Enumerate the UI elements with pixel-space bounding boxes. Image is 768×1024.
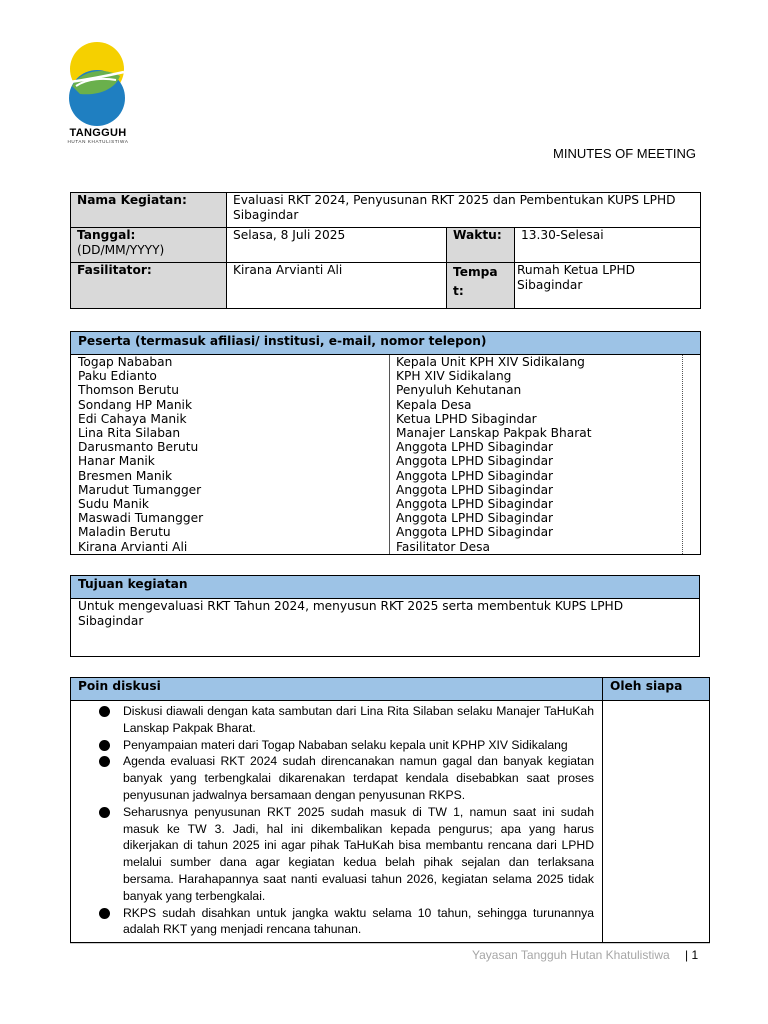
discussion-point [99, 804, 594, 905]
participant-role: KPH XIV Sidikalang [396, 369, 512, 384]
tanggal-format: (DD/MM/YYYY) [77, 243, 165, 257]
participant-role: Fasilitator Desa [396, 539, 490, 554]
tanggal-value: Selasa, 8 Juli 2025 [227, 228, 447, 263]
participant-roles [390, 355, 683, 555]
discussion-point-text: RKPS sudah disahkan untuk jangka waktu selama 10 tahun, sehingga turunannya adalah RKT yang menjadi rencana tahunan. [123, 905, 594, 937]
who-header: Oleh siapa [603, 678, 710, 701]
discussion-points [71, 701, 603, 943]
bullet-icon [99, 807, 110, 818]
participant-name: Togap Nababan [78, 355, 173, 369]
bullet-icon [99, 740, 110, 751]
participant-names [71, 355, 390, 555]
discussion-point-text: Seharusnya penyusunan RKT 2025 sudah masuk di TW 1, namun saat ini sudah masuk ke TW 3. Jadi, hal ini dikembalikan kepada pengurus; apa yang harus dikerjakan di tahun 2025 ini agar pihak TaHuKah bisa membantu rencana dari LPHD melalui sumber dana agar kegiatan kedua belah pihak sejalan dan terlaksana bersama. Harahapannya saat nanti evaluasi tahun 2026, kegiatan selama 2025 tidak banyak yang terbengkalai. [123, 804, 594, 903]
bullet-icon [99, 756, 110, 767]
footer-divider [70, 943, 710, 944]
tempat-value: Rumah Ketua LPHD Sibagindar [515, 263, 701, 309]
fasilitator-label: Fasilitator: [71, 263, 227, 309]
waktu-label: Waktu: [447, 228, 515, 263]
participant-role: Anggota LPHD Sibagindar [396, 511, 554, 526]
discussion-point [99, 905, 594, 939]
discussion-point [99, 737, 594, 754]
logo-name: TANGGUH [69, 127, 127, 139]
discussion-point [99, 753, 594, 803]
participants-extra-column [683, 355, 701, 555]
participant-name: Bresmen Manik [78, 468, 173, 483]
waktu-value: 13.30-Selesai [515, 228, 701, 263]
participant-role: Penyuluh Kehutanan [396, 383, 522, 398]
participant-role: Anggota LPHD Sibagindar [396, 482, 554, 497]
bullet-icon [99, 908, 110, 919]
logo-subtitle: HUTAN KHATULISTIWA [67, 139, 129, 144]
tempat-label-line2: t: [453, 284, 464, 298]
objective-header: Tujuan kegiatan [71, 576, 700, 599]
participant-name: Thomson Berutu [78, 383, 179, 398]
fasilitator-value: Kirana Arvianti Ali [227, 263, 447, 309]
nama-kegiatan-value: Evaluasi RKT 2024, Penyusunan RKT 2025 dan Pembentukan KUPS LPHD Sibagindar [227, 193, 701, 228]
discussion-header: Poin diskusi [71, 678, 603, 701]
tempat-label-line1: Tempa [453, 265, 498, 279]
footer-organization: Yayasan Tangguh Hutan Khatulistiwa [472, 948, 670, 962]
participant-name: Lina Rita Silaban [78, 426, 181, 441]
discussion-point [99, 703, 594, 737]
objective-table [70, 575, 700, 657]
meeting-info-table [70, 192, 701, 309]
participant-name: Edi Cahaya Manik [78, 411, 187, 426]
participant-role: Ketua LPHD Sibagindar [396, 411, 537, 426]
nama-kegiatan-label: Nama Kegiatan: [71, 193, 227, 228]
participant-role: Manajer Lanskap Pakpak Bharat [396, 426, 592, 441]
who-cell [603, 701, 710, 943]
objective-text: Untuk mengevaluasi RKT Tahun 2024, menyusun RKT 2025 serta membentuk KUPS LPHD Sibagindar [71, 599, 700, 657]
discussion-point-text: Diskusi diawali dengan kata sambutan dari Lina Rita Silaban selaku Manajer TaHuKah Lanskap Pakpak Bharat. [123, 704, 594, 735]
bullet-icon [99, 706, 110, 717]
participant-role: Anggota LPHD Sibagindar [396, 468, 554, 483]
tempat-label [447, 263, 515, 309]
participant-name: Paku Edianto [78, 369, 157, 384]
participant-name: Sondang HP Manik [78, 397, 192, 412]
participants-table [70, 331, 701, 555]
participant-name: Hanar Manik [78, 454, 155, 469]
document-title: MINUTES OF MEETING [553, 146, 696, 161]
discussion-point-text: Penyampaian materi dari Togap Nababan selaku kepala unit KPHP XIV Sidikalang [123, 737, 568, 752]
participants-header: Peserta (termasuk afiliasi/ institusi, e-mail, nomor telepon) [71, 332, 701, 355]
participant-role: Kepala Unit KPH XIV Sidikalang [396, 355, 585, 369]
participant-name: Sudu Manik [78, 497, 149, 512]
participant-role: Anggota LPHD Sibagindar [396, 454, 554, 469]
participant-role: Anggota LPHD Sibagindar [396, 440, 554, 455]
participant-name: Maswadi Tumangger [78, 511, 204, 526]
participant-role: Anggota LPHD Sibagindar [396, 525, 554, 540]
participant-name: Darusmanto Berutu [78, 440, 199, 455]
footer-page-number: | 1 [685, 948, 699, 962]
discussion-table [70, 677, 710, 943]
participant-role: Kepala Desa [396, 397, 472, 412]
tanggal-label-text: Tanggal: [77, 228, 136, 242]
participant-name: Marudut Tumangger [78, 482, 202, 497]
participant-name: Maladin Berutu [78, 525, 171, 540]
discussion-point-text: Agenda evaluasi RKT 2024 sudah direncanakan namun gagal dan banyak kegiatan banyak yang terbengkalai dikarenakan terdapat kendala disebabkan saat proses penyusunan jadwalnya bersamaan dengan penyusunan RKPS. [123, 754, 594, 802]
participant-name: Kirana Arvianti Ali [78, 539, 188, 554]
participant-role: Anggota LPHD Sibagindar [396, 497, 554, 512]
tanggal-label [71, 228, 227, 263]
